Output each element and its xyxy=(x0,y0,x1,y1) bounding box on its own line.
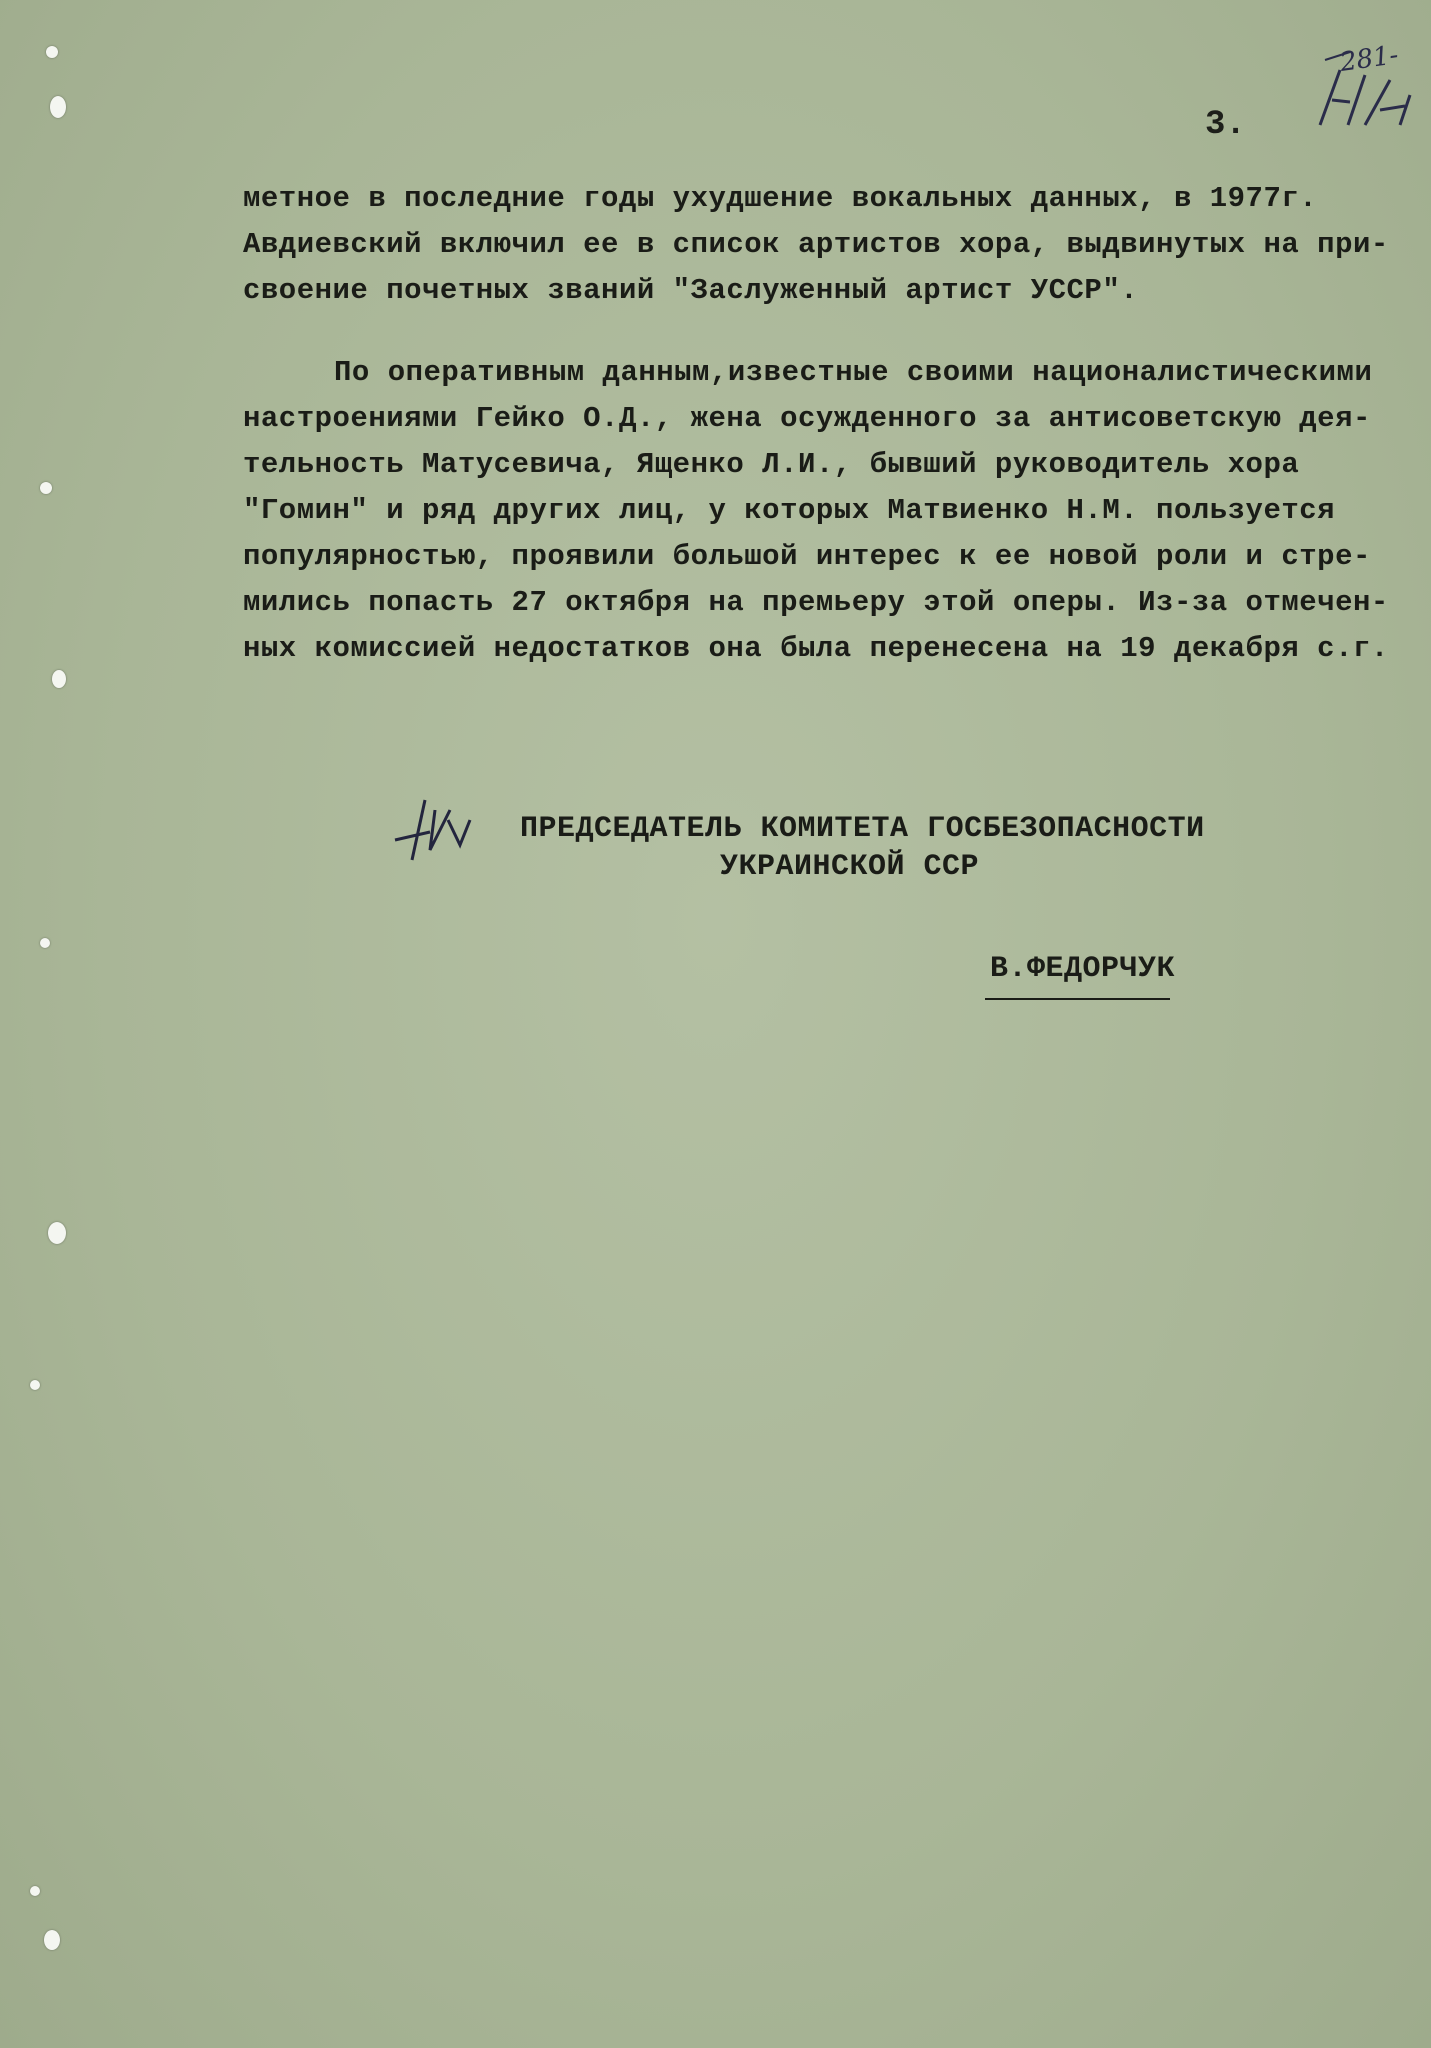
binder-hole xyxy=(44,1930,60,1950)
signatory-title: ПРЕДСЕДАТЕЛЬ КОМИТЕТА ГОСБЕЗОПАСНОСТИ xyxy=(520,812,1205,846)
text-line: По оперативным данным,известные своими националистическими xyxy=(334,356,1373,389)
text-line: ных комиссией недостатков она была перенесена на 19 декабря с.г. xyxy=(243,632,1389,665)
text-line: Авдиевский включил ее в список артистов хора, выдвинутых на при- xyxy=(243,228,1389,261)
binder-hole xyxy=(30,1380,40,1390)
binder-hole xyxy=(40,938,50,948)
signatory-title-line2: УКРАИНСКОЙ ССР xyxy=(720,850,980,884)
signature-scribble xyxy=(390,790,490,870)
signatory-name: В.ФЕДОРЧУК xyxy=(990,952,1176,986)
archive-number: 281- xyxy=(1338,40,1401,78)
page-number: 3. xyxy=(1205,106,1246,144)
text-line: тельность Матусевича, Ященко Л.И., бывший руководитель хора xyxy=(243,448,1300,481)
text-line: своение почетных званий "Заслуженный артист УССР". xyxy=(243,274,1139,307)
binder-hole xyxy=(40,482,52,494)
binder-hole xyxy=(30,1886,40,1896)
binder-hole xyxy=(48,1222,66,1244)
text-line: популярностью, проявили большой интерес к ее новой роли и стре- xyxy=(243,540,1371,573)
binder-hole xyxy=(52,670,66,688)
text-line: настроениями Гейко О.Д., жена осужденного за антисоветскую дея- xyxy=(243,402,1371,435)
text-line: метное в последние годы ухудшение вокальных данных, в 1977г. xyxy=(243,182,1318,215)
text-line: "Гомин" и ряд других лиц, у которых Матвиенко Н.М. пользуется xyxy=(243,494,1336,527)
signature-underline xyxy=(985,998,1170,1000)
text-line: мились попасть 27 октября на премьеру этой оперы. Из-за отмечен- xyxy=(243,586,1389,619)
